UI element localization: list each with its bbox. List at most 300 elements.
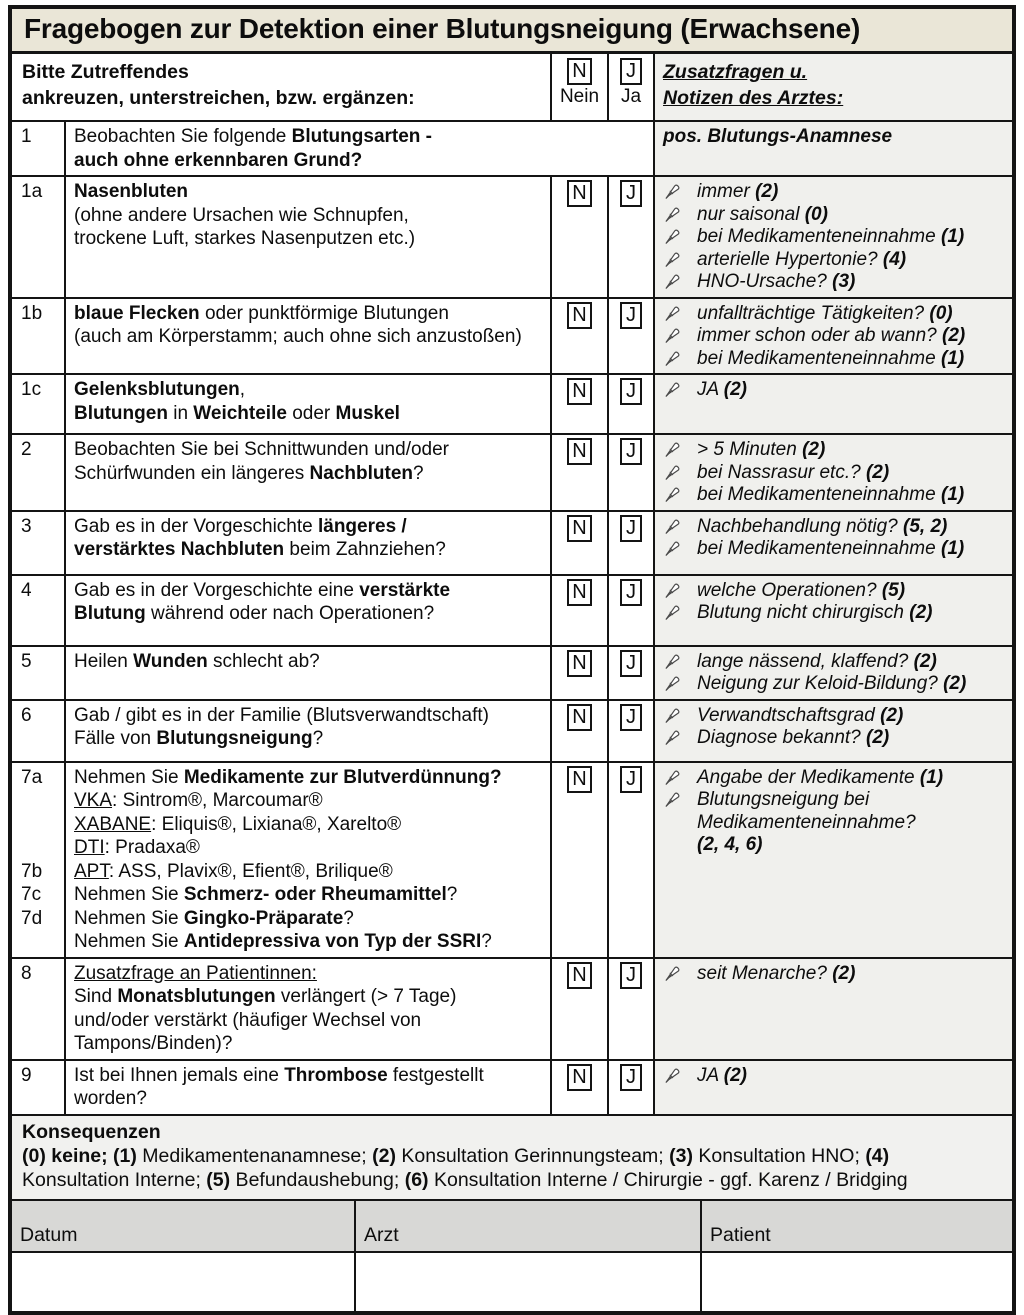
text-segment: JA <box>697 1064 724 1086</box>
text-segment: arterielle Hypertonie? <box>697 248 883 270</box>
pen-icon-slot <box>663 1065 697 1085</box>
question-line <box>74 883 542 907</box>
pen-icon-slot <box>663 348 697 368</box>
signature-field-patient[interactable] <box>700 1253 1012 1311</box>
text-segment: Befundaushebung; <box>230 1168 405 1191</box>
text-segment: ? <box>446 884 458 905</box>
note-line <box>663 303 1006 326</box>
question-row-3 <box>12 512 1012 576</box>
text-segment: (2) <box>880 704 904 726</box>
text-segment: (0) <box>929 302 953 324</box>
text-segment: Blutung nicht chirurgisch <box>697 602 910 623</box>
text-segment: : Pradaxa® <box>104 837 200 858</box>
text-segment: Gab es in der Vorgeschichte <box>74 515 318 537</box>
note-text <box>697 204 1006 227</box>
text-segment: Schmerz- oder Rheumamittel <box>183 884 447 905</box>
column-header-nein <box>550 54 607 120</box>
note-line <box>663 379 1006 402</box>
note-text <box>697 963 1006 986</box>
notes-header-line-1: Zusatzfragen u. <box>663 61 808 83</box>
table-header-row <box>12 54 1012 122</box>
question-cell-1a <box>64 177 550 297</box>
note-text <box>697 538 1006 561</box>
text-segment: (2) <box>913 650 937 672</box>
text-segment: verstärkte <box>359 579 451 601</box>
text-segment: Antidepressiva von Typ der SSRI <box>183 931 482 952</box>
row-number-line: 6 <box>21 704 32 726</box>
question-line <box>74 125 645 149</box>
text-segment: : Sintrom®, Marcoumar® <box>112 790 323 811</box>
note-text <box>697 1065 1006 1088</box>
question-line <box>74 789 542 813</box>
consequences-section <box>12 1116 1012 1201</box>
pen-icon-slot <box>663 484 697 504</box>
note-line <box>663 226 1006 249</box>
checkbox-ja-1a[interactable]: J <box>620 180 642 207</box>
row-number-7a <box>12 763 64 957</box>
text-segment: bei Medikamenteneinnahme <box>697 347 941 369</box>
question-cell-7a <box>64 763 550 957</box>
question-row-1a <box>12 177 1012 299</box>
note-text <box>697 580 1006 603</box>
text-segment: (1) <box>941 538 965 559</box>
ja-column-4 <box>607 576 653 645</box>
text-segment: nur saisonal <box>697 203 805 225</box>
row-number-6 <box>12 701 64 761</box>
pen-icon <box>663 485 682 504</box>
text-segment: pos. Blutungs-Anamnese <box>663 126 893 147</box>
text-segment: blaue Flecken <box>74 302 200 324</box>
question-line <box>74 1009 542 1033</box>
note-text <box>697 181 1006 204</box>
notes-cell-4 <box>653 576 1012 645</box>
text-segment: (2) <box>866 727 890 748</box>
checkbox-nein-3[interactable]: N <box>567 515 591 542</box>
notes-cell-1 <box>653 122 1012 175</box>
pen-icon <box>663 652 682 671</box>
question-cell-4 <box>64 576 550 645</box>
note-line <box>663 705 1006 728</box>
text-segment: Thrombose <box>284 1064 388 1086</box>
row-number-1c <box>12 375 64 433</box>
text-segment: ? <box>343 907 354 929</box>
question-row-4 <box>12 576 1012 647</box>
question-line <box>74 836 542 860</box>
checkbox-ja-4[interactable]: J <box>620 579 642 606</box>
note-line <box>663 651 1006 674</box>
checkbox-ja-5[interactable]: J <box>620 650 642 677</box>
text-segment: oder punktförmige Blutungen <box>199 302 449 324</box>
text-segment: (1) <box>941 347 965 369</box>
nein-box-legend: N <box>567 58 591 85</box>
text-segment: Heilen <box>74 650 134 672</box>
question-row-5 <box>12 647 1012 701</box>
question-cell-1c <box>64 375 550 433</box>
pen-icon-slot <box>663 439 697 459</box>
checkbox-ja-1c[interactable]: J <box>620 378 642 405</box>
text-segment: worden? <box>74 1088 147 1109</box>
row-number-line: 8 <box>21 962 32 984</box>
notes-cell-3 <box>653 512 1012 574</box>
text-segment: (0) <box>804 203 828 225</box>
note-line <box>663 673 1006 696</box>
text-segment: (2) <box>723 1064 747 1086</box>
text-segment: DTI <box>74 837 105 858</box>
text-segment: Blutungsarten - <box>291 126 433 147</box>
text-segment: und/oder verstärkt (häufiger Wechsel von <box>74 1009 422 1031</box>
question-cell-9 <box>64 1061 550 1114</box>
pen-icon-slot <box>663 727 697 747</box>
text-segment: Blutungen <box>74 402 168 424</box>
row-number-1a <box>12 177 64 297</box>
column-header-notes <box>653 54 1012 120</box>
pen-icon <box>663 227 682 246</box>
pen-icon-slot <box>663 303 697 323</box>
row-number-line: 7c <box>21 884 42 905</box>
question-line <box>74 1087 542 1111</box>
checkbox-nein-1b[interactable]: N <box>567 302 591 329</box>
note-line <box>663 1065 1006 1088</box>
text-segment: Konsultation HNO; <box>692 1144 866 1167</box>
pen-icon <box>663 463 682 482</box>
notes-cell-5 <box>653 647 1012 699</box>
note-text <box>697 727 1006 750</box>
pen-icon-slot <box>663 673 697 693</box>
pen-icon <box>663 304 682 323</box>
checkbox-nein-1a[interactable]: N <box>567 180 591 207</box>
question-cell-3 <box>64 512 550 574</box>
checkbox-ja-2[interactable]: J <box>620 438 642 465</box>
pen-icon-slot <box>663 538 697 558</box>
nein-column-6 <box>550 701 607 761</box>
question-cell-6 <box>64 701 550 761</box>
note-line <box>663 834 1006 857</box>
text-segment: (ohne andere Ursachen wie Schnupfen, <box>74 204 409 226</box>
signature-header-arzt: Arzt <box>354 1201 700 1253</box>
text-segment: Blutungsneigung bei <box>697 789 870 810</box>
question-line <box>74 860 542 884</box>
nein-column-4 <box>550 576 607 645</box>
text-segment: ? <box>413 462 424 484</box>
nein-column-8 <box>550 959 607 1059</box>
pen-icon <box>663 349 682 368</box>
note-text <box>697 325 1006 348</box>
note-text <box>697 767 1006 790</box>
question-line <box>74 1064 542 1088</box>
notes-cell-1b <box>653 299 1012 374</box>
row-number-line: 7a <box>21 766 43 788</box>
checkbox-nein-7a[interactable]: N <box>567 766 591 793</box>
text-segment: XABANE <box>74 813 152 835</box>
pen-icon <box>663 603 682 622</box>
nein-column-2 <box>550 435 607 510</box>
pen-icon <box>663 182 682 201</box>
text-segment: Blutung <box>74 603 146 624</box>
note-line <box>663 767 1006 790</box>
signature-field-arzt[interactable] <box>354 1253 700 1311</box>
question-line <box>74 602 542 626</box>
note-text <box>697 789 1006 812</box>
notes-cell-6 <box>653 701 1012 761</box>
signature-field-datum[interactable] <box>12 1253 354 1311</box>
text-segment: Medikamentenanamnese; <box>136 1144 373 1167</box>
pen-icon-slot <box>663 767 697 787</box>
note-text <box>697 303 1006 326</box>
note-line <box>663 204 1006 227</box>
text-segment: (0) <box>22 1144 46 1167</box>
question-line <box>74 1032 542 1056</box>
nein-column-1b <box>550 299 607 374</box>
text-segment: (2) <box>942 325 966 346</box>
text-segment: (3) <box>669 1144 693 1167</box>
question-line <box>74 766 542 790</box>
text-segment: in <box>167 402 194 424</box>
text-segment: Gab es in der Vorgeschichte eine <box>74 579 360 601</box>
pen-icon <box>663 517 682 536</box>
row-number-line: 7d <box>21 907 43 929</box>
pen-icon <box>663 272 682 291</box>
checkbox-nein-5[interactable]: N <box>567 650 591 677</box>
nein-column-5 <box>550 647 607 699</box>
text-segment: Konsultation Gerinnungsteam; <box>395 1144 670 1167</box>
row-number-2 <box>12 435 64 510</box>
pen-icon <box>663 674 682 693</box>
text-segment: (4) <box>882 248 907 270</box>
checkbox-nein-2[interactable]: N <box>567 438 591 465</box>
question-line <box>74 204 542 228</box>
nein-column-1a <box>550 177 607 297</box>
nein-label: Nein <box>559 86 600 107</box>
question-line <box>74 704 542 728</box>
pen-icon <box>663 250 682 269</box>
pen-icon-slot <box>663 379 697 399</box>
checkbox-nein-6[interactable]: N <box>567 704 591 731</box>
checkbox-ja-7a[interactable]: J <box>620 766 642 793</box>
row-number-1b <box>12 299 64 374</box>
text-segment: Diagnose bekannt? <box>697 727 867 748</box>
text-segment: immer <box>697 181 756 202</box>
row-number-line: 9 <box>21 1064 32 1086</box>
instruction-line-1: Bitte Zutreffendes <box>22 61 189 83</box>
text-segment: Angabe der Medikamente <box>697 766 920 788</box>
text-segment: Monatsblutungen <box>117 986 276 1007</box>
note-text <box>697 602 1006 625</box>
pen-icon-slot <box>663 789 697 809</box>
pen-icon-slot <box>663 705 697 725</box>
text-segment: Beobachten Sie bei Schnittwunden und/oder <box>74 439 449 460</box>
note-text <box>697 651 1006 674</box>
text-segment: Nehmen Sie <box>74 766 184 788</box>
text-segment: Nehmen Sie <box>74 931 184 952</box>
text-segment: Muskel <box>335 402 400 424</box>
pen-icon <box>663 790 682 809</box>
text-segment: (5, 2) <box>903 515 948 537</box>
question-line <box>74 227 542 251</box>
question-row-7a <box>12 763 1012 959</box>
row-number-line: 4 <box>21 579 32 601</box>
row-number-5 <box>12 647 64 699</box>
note-line <box>663 727 1006 750</box>
instruction-text <box>12 54 550 120</box>
checkbox-nein-4[interactable]: N <box>567 579 591 606</box>
text-segment: Nachbluten <box>309 462 413 484</box>
pen-indent <box>663 812 697 813</box>
text-segment: Blutungsneigung <box>156 728 313 749</box>
text-segment: immer schon oder ab wann? <box>697 325 943 346</box>
text-segment: Verwandtschaftsgrad <box>697 704 881 726</box>
pen-icon <box>663 581 682 600</box>
text-segment: Nehmen Sie <box>74 907 184 929</box>
question-cell-2 <box>64 435 550 510</box>
question-line <box>74 378 542 402</box>
text-segment: keine; <box>51 1144 108 1167</box>
text-segment: APT <box>74 860 109 882</box>
question-cell-1 <box>64 122 653 175</box>
text-segment: Fälle von <box>74 728 157 749</box>
note-line <box>663 484 1006 507</box>
question-row-1b <box>12 299 1012 376</box>
page-title: Fragebogen zur Detektion einer Blutungsneigung (Erwachsene) <box>12 9 1012 54</box>
text-segment: auch ohne erkennbaren Grund? <box>74 149 363 171</box>
note-text <box>697 705 1006 728</box>
checkbox-nein-1c[interactable]: N <box>567 378 591 405</box>
notes-cell-1c <box>653 375 1012 433</box>
question-line <box>74 727 542 751</box>
pen-icon <box>663 440 682 459</box>
text-segment: Konsultation Interne; <box>22 1168 207 1191</box>
pen-icon <box>663 539 682 558</box>
checkbox-ja-9[interactable]: J <box>620 1064 642 1091</box>
row-number-9 <box>12 1061 64 1114</box>
checkbox-ja-6[interactable]: J <box>620 704 642 731</box>
note-text <box>697 226 1006 249</box>
checkbox-nein-9[interactable]: N <box>567 1064 591 1091</box>
ja-box-legend: J <box>620 58 642 85</box>
ja-column-8 <box>607 959 653 1059</box>
text-segment: Konsultation Interne / Chirurgie - ggf. Karenz / Bridging <box>428 1168 908 1191</box>
pen-icon-slot <box>663 963 697 983</box>
pen-icon-slot <box>663 516 697 536</box>
note-line <box>663 538 1006 561</box>
text-segment: verstärktes Nachbluten <box>74 539 285 560</box>
text-segment: HNO-Ursache? <box>697 271 833 292</box>
checkbox-ja-1b[interactable]: J <box>620 302 642 329</box>
text-segment: Nehmen Sie <box>74 884 184 905</box>
question-cell-8 <box>64 959 550 1059</box>
text-segment: Tampons/Binden)? <box>74 1033 233 1054</box>
text-segment: seit Menarche? <box>697 962 833 984</box>
text-segment: Gingko-Präparate <box>183 907 344 929</box>
question-line <box>74 538 542 562</box>
note-line <box>663 789 1006 812</box>
pen-icon <box>663 205 682 224</box>
note-text <box>697 439 1006 462</box>
row-number-line: 3 <box>21 515 32 537</box>
question-line <box>74 438 542 462</box>
text-segment: Medikamenteneinnahme? <box>697 811 916 833</box>
instruction-line-2: ankreuzen, unterstreichen, bzw. ergänzen: <box>22 87 415 109</box>
note-text <box>697 348 1006 371</box>
note-line <box>663 812 1006 835</box>
question-line <box>74 650 542 674</box>
pen-icon-slot <box>663 580 697 600</box>
question-row-1c <box>12 375 1012 435</box>
note-line <box>663 963 1006 986</box>
pen-icon-slot <box>663 462 697 482</box>
notes-cell-2 <box>653 435 1012 510</box>
text-segment: Weichteile <box>193 402 287 424</box>
text-segment: Schürfwunden ein längeres <box>74 462 310 484</box>
pen-icon <box>663 728 682 747</box>
text-segment: (6) <box>404 1168 429 1191</box>
question-line <box>74 325 542 349</box>
question-cell-5 <box>64 647 550 699</box>
text-segment: VKA <box>74 790 113 811</box>
checkbox-ja-8[interactable]: J <box>620 962 642 989</box>
ja-label: Ja <box>620 86 642 107</box>
row-number-line: 1 <box>21 126 32 147</box>
text-segment: (2) <box>832 962 856 984</box>
pen-icon-slot <box>663 226 697 246</box>
text-segment: Sind <box>74 986 118 1007</box>
note-text <box>697 484 1006 507</box>
question-line <box>74 515 542 539</box>
text-segment: Nasenbluten <box>74 181 189 202</box>
column-header-ja <box>607 54 653 120</box>
text-segment: > 5 Minuten <box>697 439 803 460</box>
checkbox-ja-3[interactable]: J <box>620 515 642 542</box>
text-segment: , <box>239 379 246 400</box>
question-line <box>74 985 542 1009</box>
text-segment: (2) <box>755 181 779 202</box>
pen-icon <box>663 706 682 725</box>
ja-column-9 <box>607 1061 653 1114</box>
checkbox-nein-8[interactable]: N <box>567 962 591 989</box>
text-segment: : Eliquis®, Lixiana®, Xarelto® <box>151 813 402 835</box>
question-cell-1b <box>64 299 550 374</box>
text-segment: bei Nassrasur etc.? <box>697 461 866 483</box>
text-segment: (1) <box>941 226 965 247</box>
text-segment: beim Zahnziehen? <box>284 539 446 560</box>
text-segment: (3) <box>832 271 856 292</box>
question-line <box>74 907 542 931</box>
note-line <box>663 325 1006 348</box>
notes-cell-7a <box>653 763 1012 957</box>
text-segment: (5) <box>206 1168 231 1191</box>
note-text <box>663 126 1006 149</box>
row-number-1 <box>12 122 64 175</box>
question-row-2 <box>12 435 1012 512</box>
note-line <box>663 249 1006 272</box>
row-number-line: 2 <box>21 439 32 460</box>
questionnaire-form <box>8 5 1016 1315</box>
row-number-line <box>21 813 62 837</box>
text-segment: bei Medikamenteneinnahme <box>697 538 941 559</box>
note-text <box>697 271 1006 294</box>
note-text <box>697 812 1006 835</box>
text-segment: : ASS, Plavix®, Efient®, Brilique® <box>108 860 393 882</box>
nein-column-1c <box>550 375 607 433</box>
notes-cell-8 <box>653 959 1012 1059</box>
text-segment: Beobachten Sie folgende <box>74 126 292 147</box>
row-number-line: 5 <box>21 650 32 672</box>
pen-icon-slot <box>663 204 697 224</box>
note-line <box>663 181 1006 204</box>
text-segment: Nachbehandlung nötig? <box>697 515 904 537</box>
text-segment: Neigung zur Keloid-Bildung? <box>697 673 944 694</box>
nein-column-3 <box>550 512 607 574</box>
pen-icon-slot <box>663 181 697 201</box>
